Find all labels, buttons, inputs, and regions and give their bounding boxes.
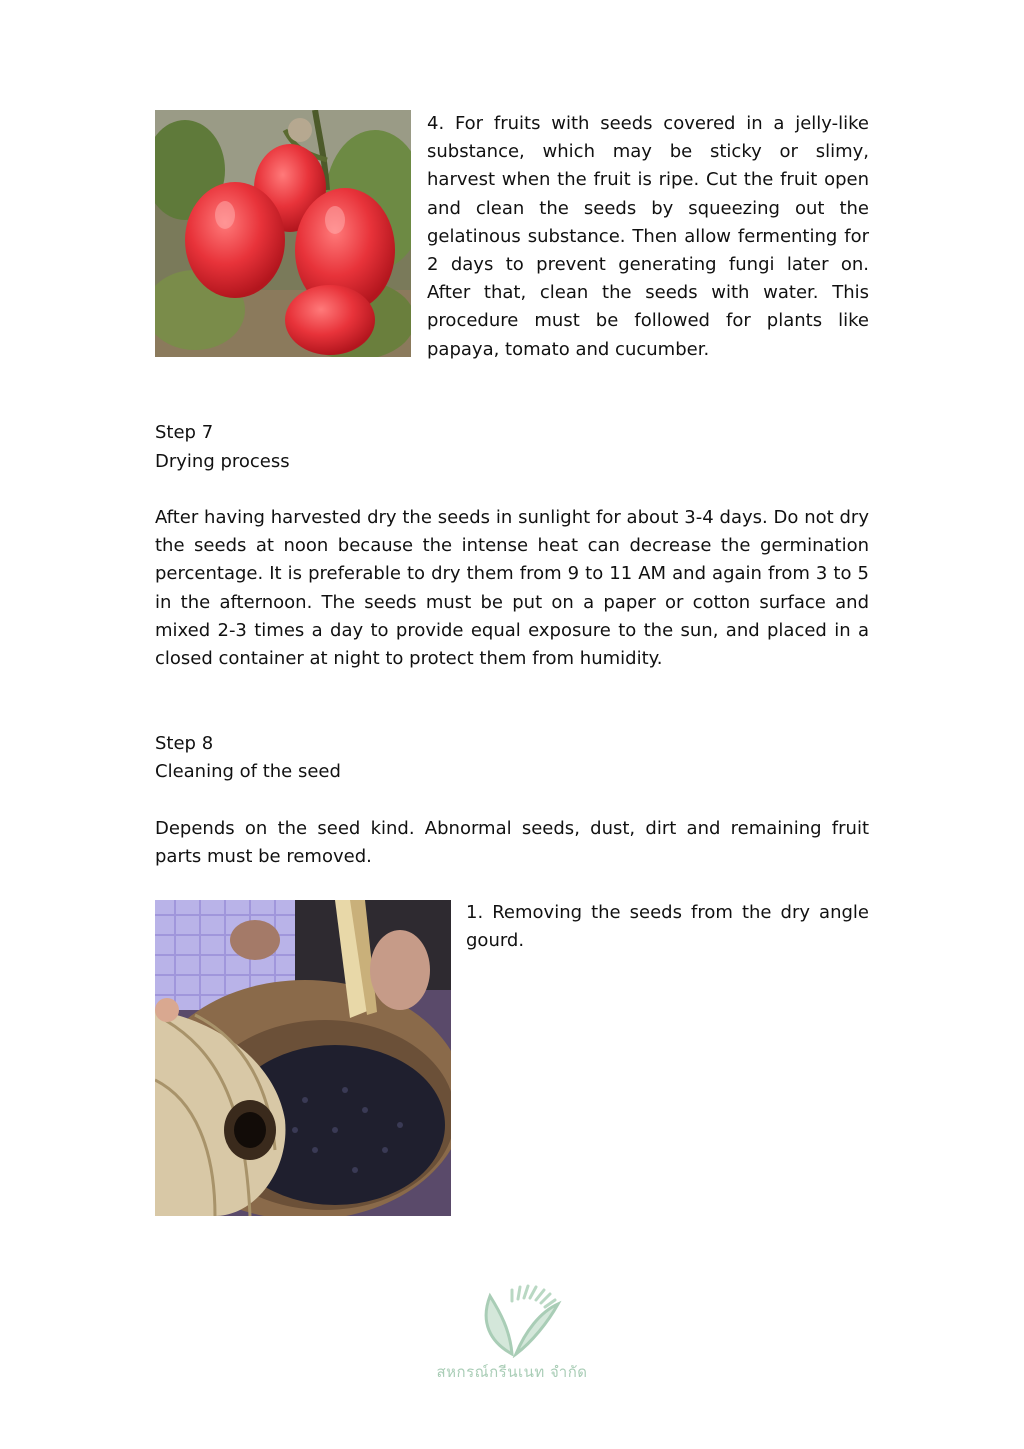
footer-logo <box>430 1282 594 1392</box>
step7-subheading: Drying process <box>155 451 290 472</box>
step8-subheading: Cleaning of the seed <box>155 761 341 782</box>
step8-heading: Step 8 <box>155 733 214 754</box>
angle-gourd-photo <box>155 900 451 1216</box>
step7-body: After having harvested dry the seeds in sunlight for about 3-4 days. Do not dry the seeds at noon because the intense heat can decrease the germination percentage. It is preferable to dry them from 9 to 11 AM and again from 3 to 5 in the afternoon. The seeds must be put on a paper or cotton surface and mixed 2-3 times a day to provide equal exposure to the sun, and placed in a closed container at night to protect them from humidity. <box>155 507 869 670</box>
leaf-logo-icon <box>430 1282 594 1358</box>
step7-heading: Step 7 <box>155 422 214 443</box>
footer-logo-text: สหกรณ์กรีนเนท จำกัด <box>436 1363 588 1381</box>
tomato-item-text: 4. For fruits with seeds covered in a jelly-like substance, which may be sticky or slimy, harvest when the fruit is ripe. Cut the fruit open and clean the seeds by squeezing out the gelatinous substance. Then allow fermenting for 2 days to prevent generating fungi later on. After that, clean the seeds with water. This procedure must be followed for plants like papaya, tomato and cucumber. <box>427 113 869 360</box>
step8-item1: 1. Removing the seeds from the dry angle gourd. <box>466 902 869 952</box>
step8-body: Depends on the seed kind. Abnormal seeds, dust, dirt and remaining fruit parts must be removed. <box>155 818 869 868</box>
tomato-photo <box>155 110 411 357</box>
